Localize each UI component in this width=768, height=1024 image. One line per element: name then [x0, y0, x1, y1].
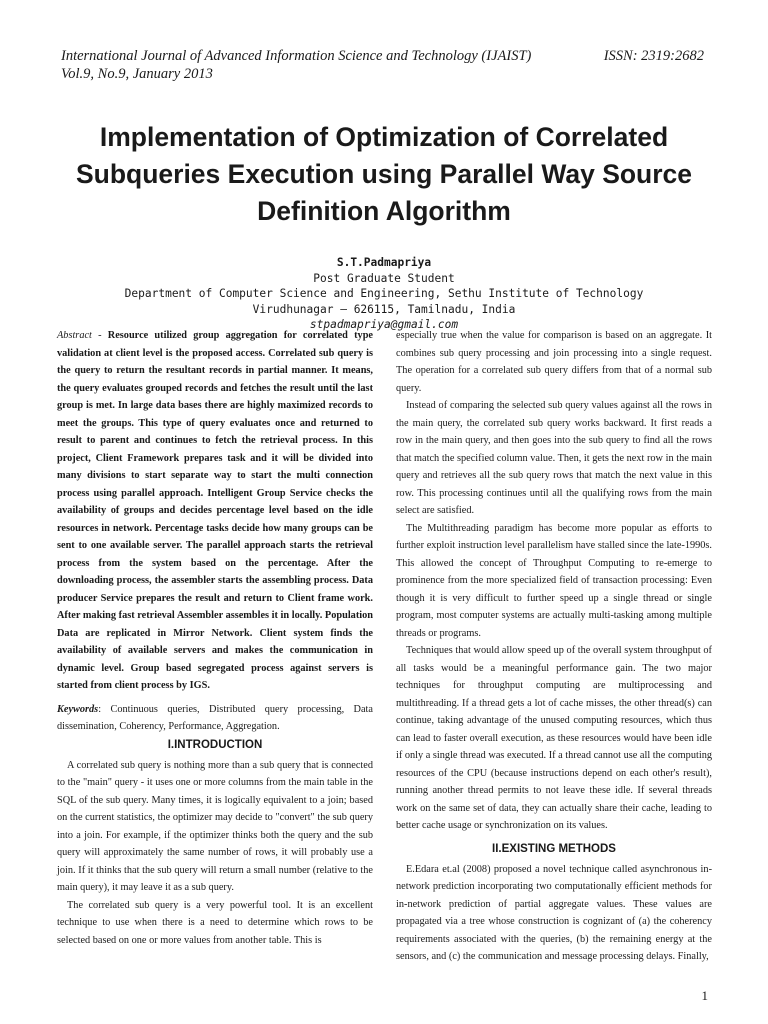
body-paragraph-2: Instead of comparing the selected sub query values against all the rows in the main query, the correlated sub query works backward. It first reads a row in the main query, and then goes into the sub query to find all the rows that match the specified column value. Then, it gets the next row in the main query and retrieves all the sub query rows that match the next value in this row. This processing continues until all the qualifying rows from the main select are satisfied. — [396, 400, 712, 516]
body-paragraph-1: especially true when the value for comparison is based on an aggregate. It combines sub query processing and join processing into a single request. The operation for a correlated sub query differs from that of a normal sub query. — [396, 330, 712, 394]
paper-title — [40, 119, 728, 230]
author-block — [60, 255, 708, 333]
keywords — [57, 701, 373, 736]
keywords-text: : Continuous queries, Distributed query processing, Data dissemination, Coherency, Performance, Aggregation. — [57, 703, 373, 732]
body-paragraph-5: E.Edara et.al (2008) proposed a novel technique called asynchronous in-network prediction incorporating two computationally efficient methods for in-network prediction of partial aggregate values. These values are propagated via a tree whose construction is cognizant of (a) the coherency requirements associated with the queries, (b) the remaining energy at the sensors, and (c) the communication and message processing delays. Finally, — [396, 863, 712, 962]
abstract-lead: Abstract - — [57, 330, 102, 341]
body-paragraph-3: The Multithreading paradigm has become more popular as efforts to further exploit instruction level parallelism have stalled since the late-1990s. This allowed the concept of Throughput Computing to re-emerge to prominence from the more specialized field of transaction processing: Even though it is very difficult to further speed up a single thread or single program, most computer systems are actually multi-tasking among multiple threads or programs. — [396, 522, 712, 639]
abstract-text: Resource utilized group aggregation for correlated type validation at client level is the proposed access. Correlated sub query is the query to return the resultant records in partial manner. It means, the query evaluates grouped records and fetches the result until the last group is met. In large data bases there are highly maximized records to meet the groups. This type of query evaluates once and returned to result to parent and continues to fetch the retrieval process. In this project, Client Framework prepares task and it will be divided into many divisions to start separate way to start the multi connection process using parallel approach. Intelligent Group Service checks the availability of groups and decides percentage level based on the idle resources in network. Percentage tasks decide how many groups can be sent to one available server. The parallel approach starts the retrieval process from the system based on the percentage. After the downloading process, the assembler starts the assembling process. Data producer Service prepares the result and return to Client frame work. After making fast retrieval Assembler assembles it in locally. Population Data are replicated in Mirror Network. Client system finds the availability of available servers and makes the communication in dynamic level. Group based segregated process against servers is started from client process by IGS. — [57, 330, 373, 691]
journal-name: International Journal of Advanced Information Science and Technology (IJAIST) — [61, 48, 532, 64]
left-column — [57, 327, 373, 949]
journal-header — [61, 47, 531, 83]
author-role: Post Graduate Student — [313, 271, 455, 285]
abstract — [57, 327, 373, 695]
author-department: Department of Computer Science and Engineering, Sethu Institute of Technology — [124, 287, 644, 300]
section-heading-introduction: I.INTRODUCTION — [167, 738, 263, 751]
intro-paragraph-1: A correlated sub query is nothing more than a sub query that is connected to the "main" query - it uses one or more columns from the main table in the SQL of the sub query. Many times, it is logically equivalent to a join; based on the current statistics, the optimizer may decide to "convert" the sub query into a join. For example, if the optimizer thinks both the query and the sub query will approximately the same number of rows, it will probably use a join. If it thinks that the sub query will return a small number (relative to the main query), it may leave it as a sub query. — [57, 759, 373, 893]
body-paragraph-4: Techniques that would allow speed up of the overall system throughput of all tasks would be a meaningful performance gain. The two major techniques for throughput computing are multiprocessing and multithreading. If a thread gets a lot of cache misses, the other thread(s) can continue, taking advantage of the unused computing resources, which thus can lead to faster overall execution, as these resources would have been idle if only a single thread was executed. If a thread cannot use all the computing resources of the CPU (because instructions depend on each other's result), running another thread permits to not leave these idle. If several threads work on the same set of data, they can actually share their cache, leading to better cache usage or synchronization on its values. — [396, 645, 712, 831]
right-column — [396, 327, 712, 966]
title-line: Definition Algorithm — [257, 196, 511, 226]
journal-volume: Vol.9, No.9, January 2013 — [61, 66, 213, 82]
section-heading-existing-methods: II.EXISTING METHODS — [492, 842, 616, 855]
page-number: 1 — [701, 988, 708, 1003]
author-email: stpadmapriya@gmail.com — [309, 318, 459, 331]
author-location: Virudhunagar – 626115, Tamilnadu, India — [252, 302, 516, 316]
title-line: Subqueries Execution using Parallel Way Source — [75, 159, 693, 189]
keywords-label: Keywords — [57, 703, 99, 715]
title-line: Implementation of Optimization of Correlated — [99, 122, 669, 152]
author-name: S.T.Padmapriya — [336, 256, 432, 269]
intro-paragraph-2: The correlated sub query is a very powerful tool. It is an excellent technique to use when there is a need to determine which rows to be selected based on one or more values from another table. This is — [57, 899, 373, 946]
issn: ISSN: 2319:2682 — [603, 48, 704, 64]
